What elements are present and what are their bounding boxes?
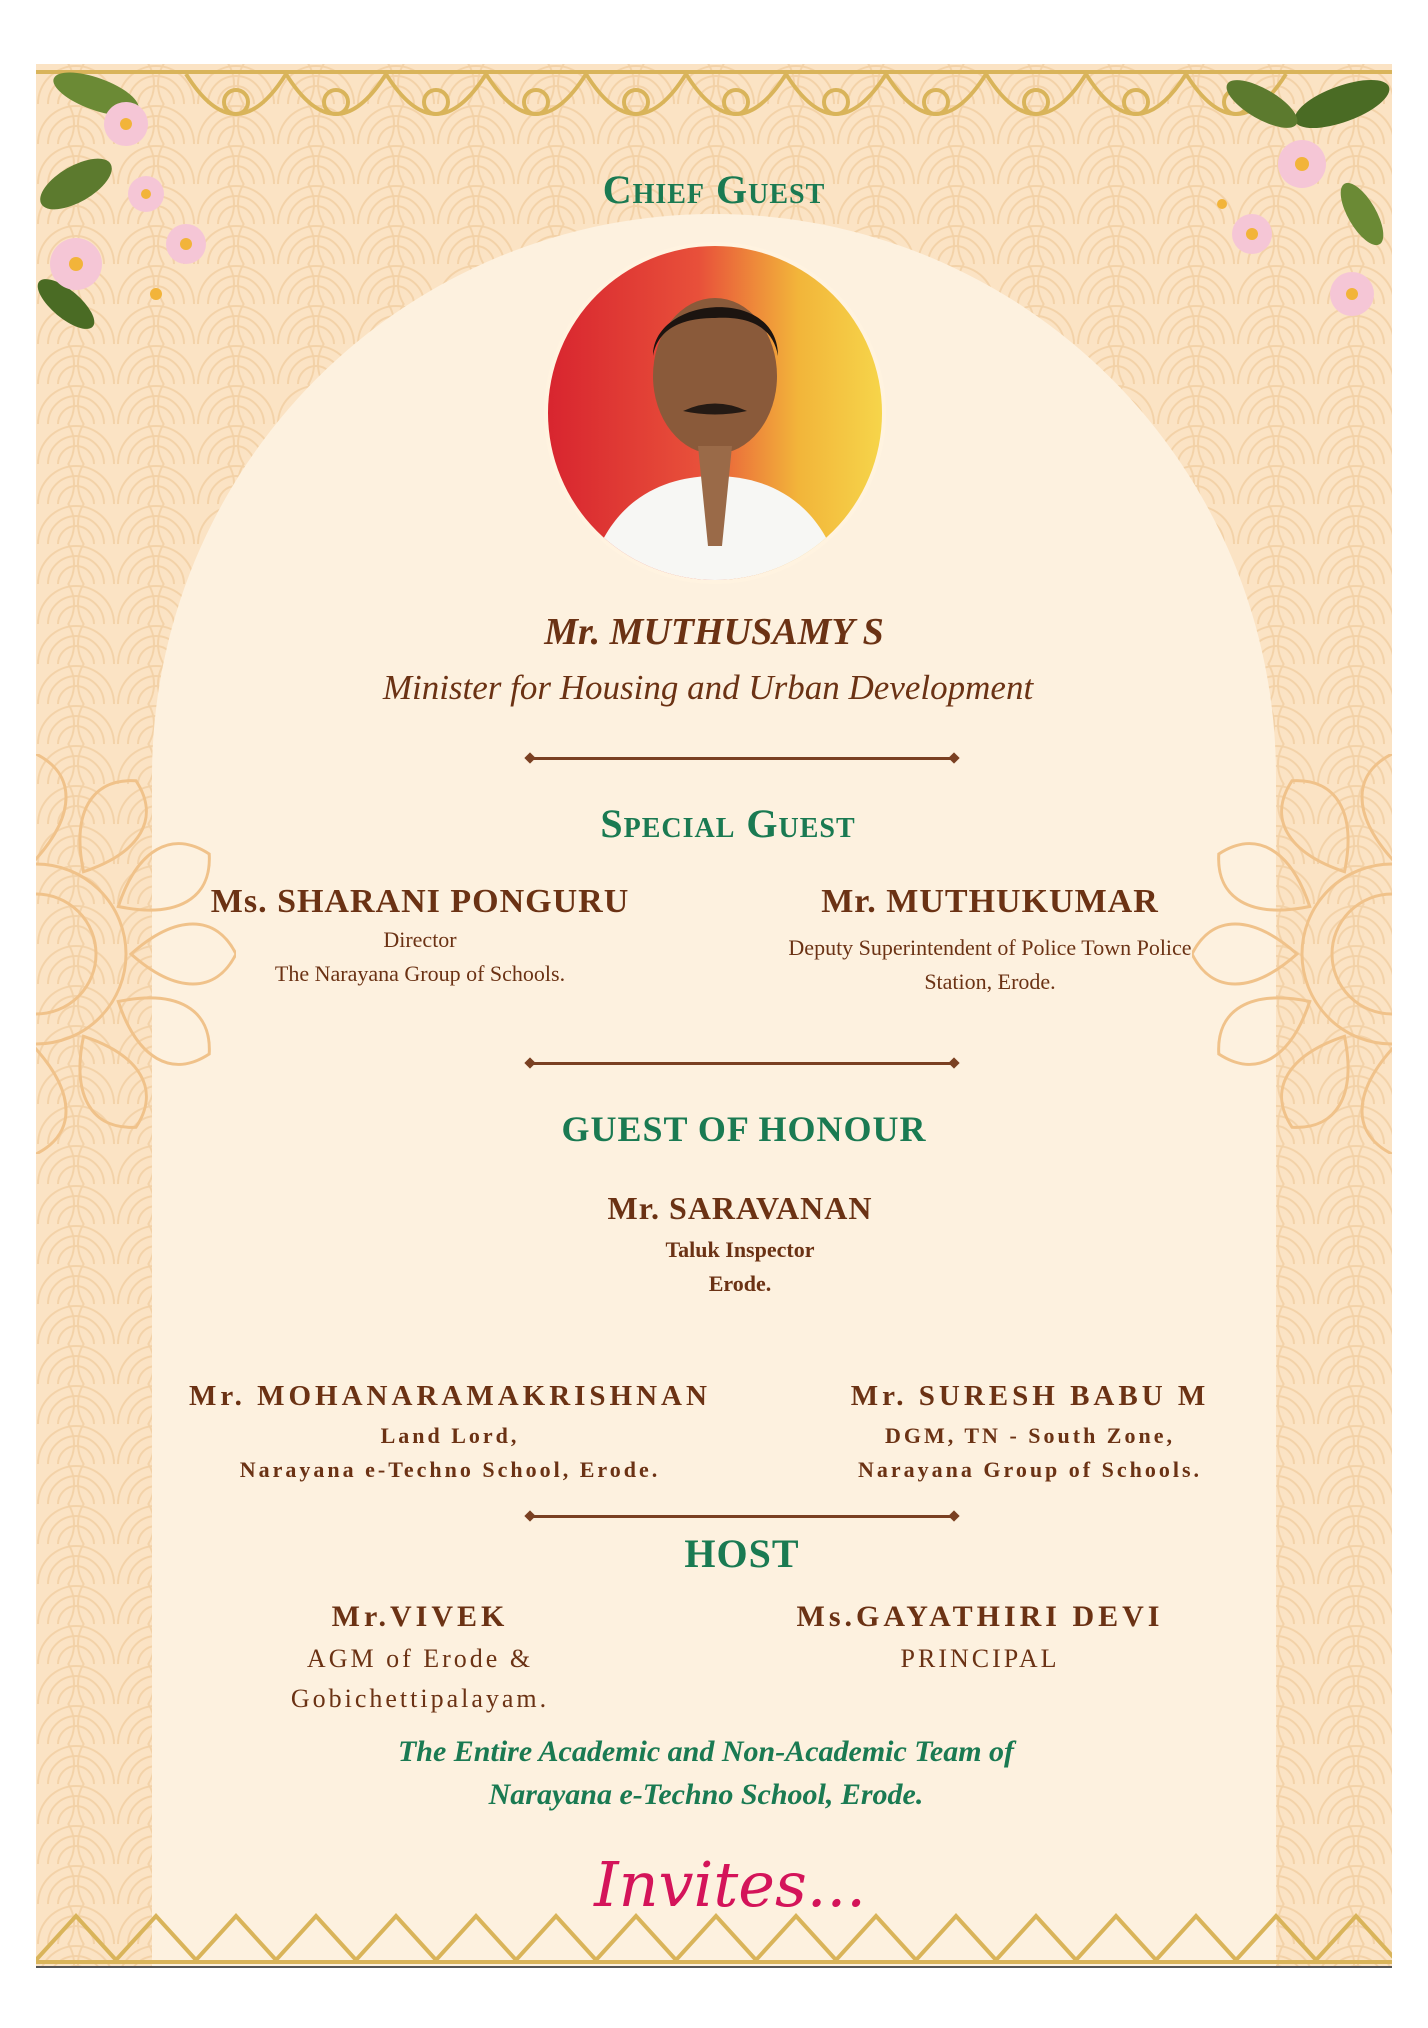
guest-of-honour-3-role: DGM, TN - South Zone, bbox=[885, 1423, 1175, 1448]
guest-of-honour-3-name: Mr. SURESH BABU M bbox=[850, 1380, 1210, 1412]
team-line-2: Narayana e-Techno School, Erode. bbox=[488, 1778, 924, 1811]
special-guest-2 bbox=[730, 883, 1250, 995]
host-2-name: Ms.GAYATHIRI DEVI bbox=[796, 1600, 1164, 1633]
special-guest-2-org: Station, Erode. bbox=[924, 969, 1056, 994]
guest-of-honour-2-role: Land Lord, bbox=[380, 1423, 520, 1448]
guest-of-honour-main-place: Erode. bbox=[708, 1271, 772, 1296]
special-guest-1-org: The Narayana Group of Schools. bbox=[274, 961, 566, 986]
guest-of-honour-2 bbox=[150, 1380, 750, 1483]
invites-text: Invites... bbox=[594, 1848, 866, 1921]
special-guest-2-role: Deputy Superintendent of Police Town Police bbox=[788, 935, 1192, 960]
chief-guest-title: Minister for Housing and Urban Development bbox=[382, 668, 1034, 707]
host-2 bbox=[770, 1600, 1190, 1674]
guest-of-honour-main-role: Taluk Inspector bbox=[665, 1237, 815, 1262]
special-guest-2-name: Mr. MUTHUKUMAR bbox=[821, 883, 1159, 920]
guest-of-honour-3 bbox=[820, 1380, 1240, 1483]
guest-of-honour-3-org: Narayana Group of Schools. bbox=[857, 1457, 1203, 1482]
guest-of-honour-main-name: Mr. SARAVANAN bbox=[607, 1190, 873, 1226]
guest-of-honour-2-org: Narayana e-Techno School, Erode. bbox=[239, 1457, 661, 1482]
chief-guest-photo bbox=[548, 246, 882, 580]
guest-of-honour-2-name: Mr. MOHANARAMAKRISHNAN bbox=[189, 1380, 711, 1412]
special-guest-1-role: Director bbox=[383, 927, 457, 952]
section-divider bbox=[530, 1515, 954, 1518]
host-1-role: AGM of Erode & bbox=[306, 1644, 534, 1673]
guest-of-honour-main bbox=[540, 1190, 940, 1297]
team-line-1: The Entire Academic and Non-Academic Team of bbox=[397, 1735, 1015, 1768]
host-1-place: Gobichettipalayam. bbox=[290, 1684, 550, 1713]
guest-of-honour-heading: GUEST OF HONOUR bbox=[561, 1109, 927, 1149]
section-divider bbox=[530, 1062, 954, 1065]
special-guest-1-name: Ms. SHARANI PONGURU bbox=[210, 883, 630, 920]
section-divider bbox=[530, 757, 954, 760]
chief-guest-name: Mr. MUTHUSAMY S bbox=[544, 611, 884, 653]
host-heading: HOST bbox=[684, 1531, 800, 1576]
special-guest-1 bbox=[170, 883, 670, 987]
special-guest-heading: Special Guest bbox=[600, 801, 856, 846]
host-2-role: PRINCIPAL bbox=[900, 1644, 1060, 1673]
chief-guest-heading: Chief Guest bbox=[602, 167, 826, 212]
host-1 bbox=[230, 1600, 610, 1714]
host-1-name: Mr.VIVEK bbox=[331, 1600, 509, 1633]
